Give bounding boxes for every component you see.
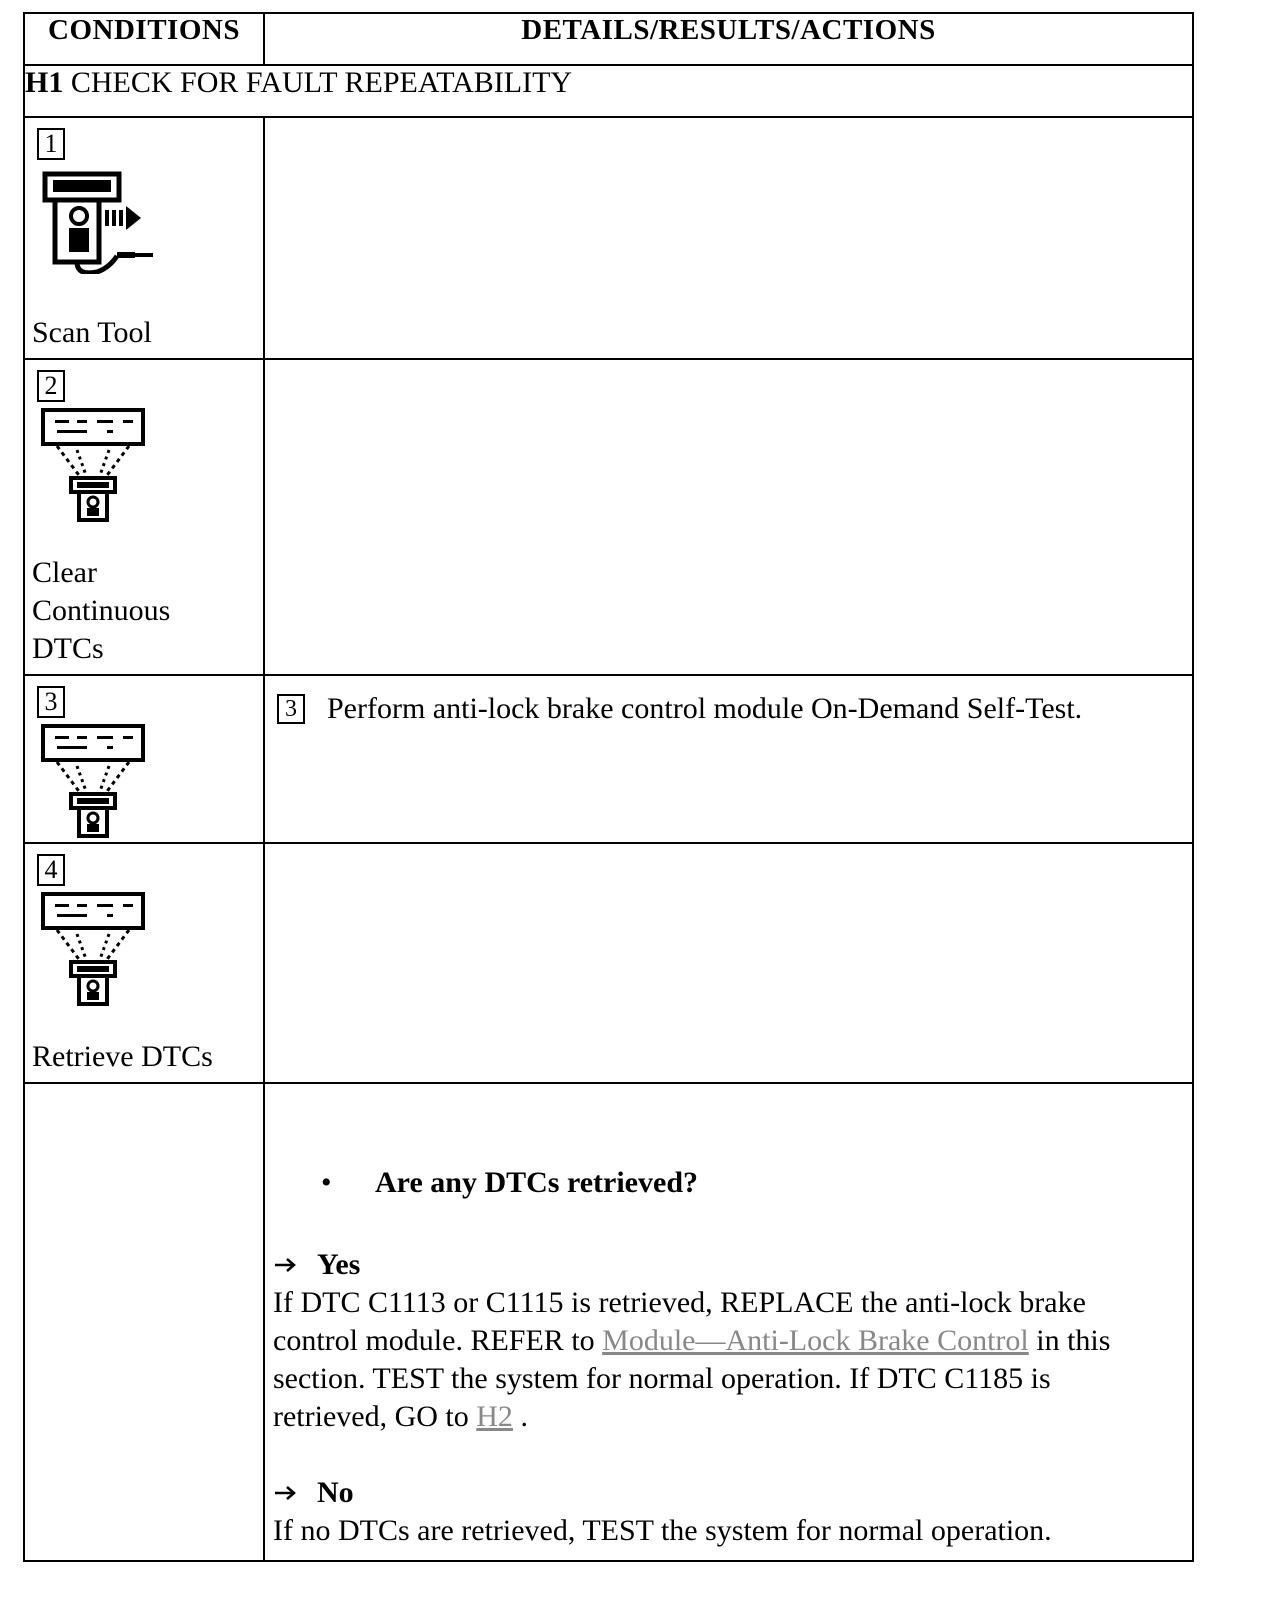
condition-cell-3 bbox=[24, 675, 264, 843]
section-row bbox=[24, 65, 1193, 117]
condition-cell-2 bbox=[24, 359, 264, 675]
yes-heading bbox=[273, 1246, 1172, 1284]
yes-label: Yes bbox=[317, 1248, 361, 1281]
detail-step-number-3: 3 bbox=[277, 694, 305, 724]
question bbox=[273, 1164, 1172, 1202]
arrow-right-icon bbox=[273, 1483, 299, 1503]
procedure-table bbox=[23, 12, 1194, 1562]
step-row-3 bbox=[24, 675, 1193, 843]
condition-label-2 bbox=[32, 554, 170, 668]
step-row-1 bbox=[24, 117, 1193, 359]
yes-text bbox=[273, 1284, 1172, 1436]
condition-label-2-line-3: DTCs bbox=[32, 632, 104, 665]
condition-label-2-line-2: Continuous bbox=[32, 594, 171, 627]
arrow-right-icon bbox=[273, 1255, 299, 1275]
result-detail-cell bbox=[264, 1083, 1193, 1561]
scan-tool-display-icon bbox=[37, 406, 157, 524]
detail-step-text-3: Perform anti-lock brake control module On-Demand Self-Test. bbox=[327, 692, 1083, 725]
step-number-4: 4 bbox=[37, 854, 65, 886]
scan-tool-display-icon bbox=[37, 722, 157, 840]
detail-cell-3 bbox=[264, 675, 1193, 843]
module-abs-link[interactable]: Module—Anti-Lock Brake Control bbox=[602, 1324, 1029, 1357]
detail-step-3 bbox=[265, 676, 1192, 726]
result-row bbox=[24, 1083, 1193, 1561]
spacer bbox=[273, 1436, 1172, 1474]
h2-link[interactable]: H2 bbox=[476, 1400, 513, 1433]
detail-cell-4 bbox=[264, 843, 1193, 1083]
conditions-header: CONDITIONS bbox=[24, 13, 264, 65]
detail-cell-1 bbox=[264, 117, 1193, 359]
detail-cell-2 bbox=[264, 359, 1193, 675]
condition-label-4: Retrieve DTCs bbox=[32, 1040, 213, 1073]
section-title-text: CHECK FOR FAULT REPEATABILITY bbox=[70, 66, 573, 99]
bullet: • bbox=[321, 1166, 332, 1199]
section-code: H1 bbox=[25, 66, 64, 99]
header-row bbox=[24, 13, 1193, 65]
condition-label-2-line-1: Clear bbox=[32, 556, 97, 589]
result-content bbox=[265, 1084, 1192, 1560]
yes-text-3: . bbox=[520, 1400, 528, 1433]
no-label: No bbox=[317, 1476, 354, 1509]
question-text: Are any DTCs retrieved? bbox=[375, 1166, 698, 1199]
step-number-2: 2 bbox=[37, 370, 65, 402]
step-row-2 bbox=[24, 359, 1193, 675]
step-number-3: 3 bbox=[37, 686, 65, 718]
section-title bbox=[24, 65, 1193, 117]
scan-tool-icon bbox=[37, 164, 167, 274]
condition-label-1: Scan Tool bbox=[32, 316, 152, 349]
condition-cell-1 bbox=[24, 117, 264, 359]
condition-cell-4 bbox=[24, 843, 264, 1083]
result-condition-cell bbox=[24, 1083, 264, 1561]
details-header: DETAILS/RESULTS/ACTIONS bbox=[264, 13, 1193, 65]
yes-text-2: in this section. TEST the system for normal operation. If DTC C1185 is retrieved, GO to bbox=[273, 1324, 1111, 1433]
scan-tool-display-icon bbox=[37, 890, 157, 1008]
no-text: If no DTCs are retrieved, TEST the system for normal operation. bbox=[273, 1514, 1052, 1547]
no-heading bbox=[273, 1474, 1172, 1512]
step-number-1: 1 bbox=[37, 128, 65, 160]
yes-text-1: If DTC C1113 or C1115 is retrieved, REPLACE the anti-lock brake control module. REFER to bbox=[273, 1286, 1086, 1357]
step-row-4 bbox=[24, 843, 1193, 1083]
